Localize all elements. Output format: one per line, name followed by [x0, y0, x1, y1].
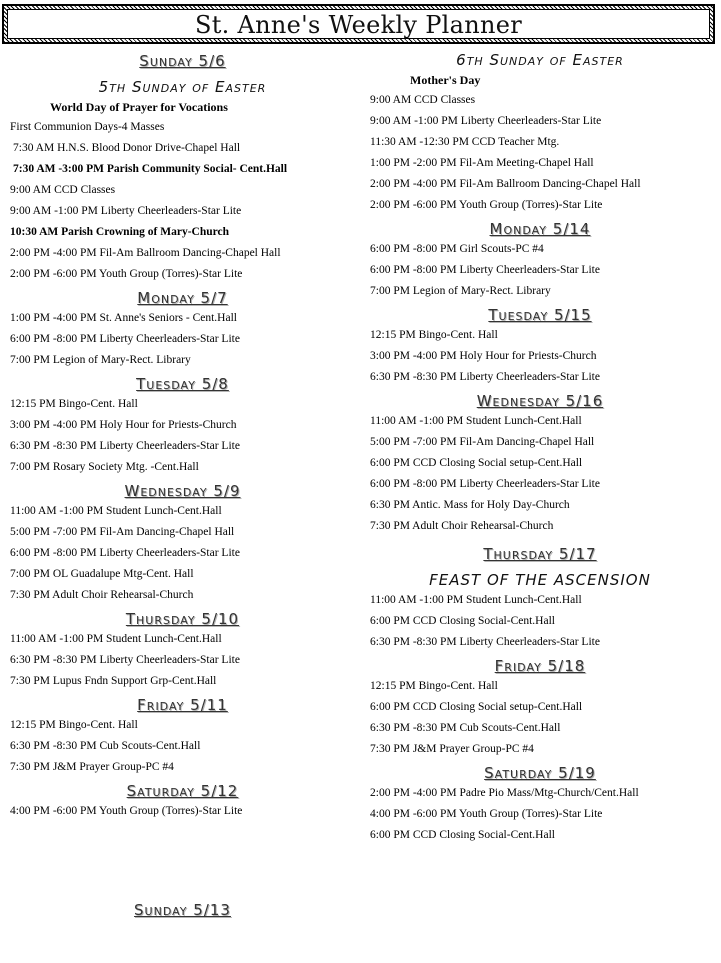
- event-item: 9:00 AM -1:00 PM Liberty Cheerleaders-Star Lite: [370, 115, 602, 127]
- event-item: 3:00 PM -4:00 PM Holy Hour for Priests-Church: [10, 419, 237, 431]
- event-item: 6:00 PM CCD Closing Social-Cent.Hall: [370, 615, 555, 627]
- wednesday-5-16-events: [370, 411, 710, 537]
- day-heading-thursday-5-17: Thursday 5/17: [483, 545, 597, 563]
- day-heading-wednesday-5-16: Wednesday 5/16: [476, 392, 604, 410]
- event-item: 12:15 PM Bingo-Cent. Hall: [370, 680, 498, 692]
- day-heading-tuesday-5-8: Tuesday 5/8: [136, 375, 229, 393]
- title-banner: [2, 4, 715, 44]
- tuesday-5-15-events: [370, 325, 710, 388]
- right-column: [370, 50, 710, 846]
- feast-6th-sunday-of-easter: 6th Sunday of Easter: [456, 51, 624, 69]
- day-heading-saturday-5-19: Saturday 5/19: [484, 764, 596, 782]
- feast-5th-sunday-of-easter: 5th Sunday of Easter: [98, 78, 267, 96]
- event-item: 12:15 PM Bingo-Cent. Hall: [370, 329, 498, 341]
- event-item: 6:00 PM CCD Closing Social-Cent.Hall: [370, 829, 555, 841]
- thursday-5-17-events: [370, 590, 710, 653]
- event-item: 1:00 PM -4:00 PM St. Anne's Seniors - Cent.Hall: [10, 312, 237, 324]
- event-item: 9:00 AM CCD Classes: [370, 94, 476, 106]
- monday-5-7-events: [10, 308, 355, 371]
- event-item: 5:00 PM -7:00 PM Fil-Am Dancing-Chapel Hall: [370, 436, 595, 448]
- feast-of-the-ascension: FEAST OF THE ASCENSION: [429, 571, 651, 589]
- thursday-5-10-events: [10, 629, 355, 692]
- event-item: 3:00 PM -4:00 PM Holy Hour for Priests-Church: [370, 350, 597, 362]
- event-item: 4:00 PM -6:00 PM Youth Group (Torres)-Star Lite: [370, 808, 603, 820]
- event-item: 6:00 PM CCD Closing Social setup-Cent.Hall: [370, 457, 583, 469]
- event-item: 12:15 PM Bingo-Cent. Hall: [10, 398, 138, 410]
- event-item: 7:30 PM Adult Choir Rehearsal-Church: [10, 589, 194, 601]
- event-item: 2:00 PM -4:00 PM Fil-Am Ballroom Dancing-Chapel Hall: [370, 178, 641, 190]
- event-item: 7:00 PM Legion of Mary-Rect. Library: [10, 354, 191, 366]
- event-item: 6:00 PM -8:00 PM Liberty Cheerleaders-Star Lite: [10, 547, 240, 559]
- day-heading-sunday-5-13: Sunday 5/13: [134, 901, 231, 919]
- day-heading-tuesday-5-15: Tuesday 5/15: [488, 306, 592, 324]
- friday-5-18-events: [370, 676, 710, 760]
- event-item: 10:30 AM Parish Crowning of Mary-Church: [10, 226, 230, 238]
- tuesday-5-8-events: [10, 394, 355, 478]
- event-item: 2:00 PM -4:00 PM Fil-Am Ballroom Dancing-Chapel Hall: [10, 247, 281, 259]
- day-heading-sunday-5-6: Sunday 5/6: [139, 52, 226, 70]
- event-item: 6:00 PM -8:00 PM Liberty Cheerleaders-Star Lite: [370, 264, 600, 276]
- event-item: 7:00 PM OL Guadalupe Mtg-Cent. Hall: [10, 568, 194, 580]
- event-item: 6:30 PM -8:30 PM Cub Scouts-Cent.Hall: [370, 722, 561, 734]
- event-item: 4:00 PM -6:00 PM Youth Group (Torres)-Star Lite: [10, 805, 243, 817]
- event-item: 6:30 PM Antic. Mass for Holy Day-Church: [370, 499, 570, 511]
- saturday-5-12-events: [10, 801, 355, 822]
- event-item: 7:30 PM Adult Choir Rehearsal-Church: [370, 520, 554, 532]
- day-heading-thursday-5-10: Thursday 5/10: [125, 610, 240, 628]
- friday-5-11-events: [10, 715, 355, 778]
- event-item: 2:00 PM -4:00 PM Padre Pio Mass/Mtg-Church/Cent.Hall: [370, 787, 639, 799]
- event-item: 7:30 AM -3:00 PM Parish Community Social- Cent.Hall: [13, 163, 288, 175]
- sunday-5-6-events: [10, 117, 355, 285]
- event-item: 6:00 PM -8:00 PM Girl Scouts-PC #4: [370, 243, 544, 255]
- event-item: 6:30 PM -8:30 PM Liberty Cheerleaders-Star Lite: [370, 636, 600, 648]
- sunday-5-13-events: [370, 90, 710, 216]
- event-item: 12:15 PM Bingo-Cent. Hall: [10, 719, 138, 731]
- event-item: 6:30 PM -8:30 PM Cub Scouts-Cent.Hall: [10, 740, 201, 752]
- sunday-5-6-subtitle: World Day of Prayer for Vocations: [50, 100, 228, 114]
- day-heading-saturday-5-12: Saturday 5/12: [126, 782, 239, 800]
- page-title: St. Anne's Weekly Planner: [194, 11, 523, 39]
- monday-5-14-events: [370, 239, 710, 302]
- event-item: 6:30 PM -8:30 PM Liberty Cheerleaders-Star Lite: [10, 654, 240, 666]
- event-item: 9:00 AM -1:00 PM Liberty Cheerleaders-Star Lite: [10, 205, 242, 217]
- event-item: 7:30 PM J&M Prayer Group-PC #4: [10, 761, 174, 773]
- event-item: 7:30 PM Lupus Fndn Support Grp-Cent.Hall: [10, 675, 217, 687]
- event-item: 2:00 PM -6:00 PM Youth Group (Torres)-Star Lite: [10, 268, 243, 280]
- day-heading-monday-5-7: Monday 5/7: [137, 289, 228, 307]
- day-heading-friday-5-11: Friday 5/11: [137, 696, 228, 714]
- event-item: 6:30 PM -8:30 PM Liberty Cheerleaders-Star Lite: [10, 440, 240, 452]
- event-item: 11:00 AM -1:00 PM Student Lunch-Cent.Hall: [370, 415, 582, 427]
- event-item: 11:00 AM -1:00 PM Student Lunch-Cent.Hall: [370, 594, 582, 606]
- day-heading-wednesday-5-9: Wednesday 5/9: [124, 482, 241, 500]
- event-item: 7:30 PM J&M Prayer Group-PC #4: [370, 743, 534, 755]
- event-item: 11:00 AM -1:00 PM Student Lunch-Cent.Hall: [10, 505, 222, 517]
- event-item: 5:00 PM -7:00 PM Fil-Am Dancing-Chapel Hall: [10, 526, 235, 538]
- left-column: [10, 50, 355, 920]
- wednesday-5-9-events: [10, 501, 355, 606]
- event-item: 7:00 PM Legion of Mary-Rect. Library: [370, 285, 551, 297]
- event-item: 7:30 AM H.N.S. Blood Donor Drive-Chapel Hall: [13, 142, 241, 154]
- event-item: 2:00 PM -6:00 PM Youth Group (Torres)-Star Lite: [370, 199, 603, 211]
- day-heading-monday-5-14: Monday 5/14: [489, 220, 591, 238]
- saturday-5-19-events: [370, 783, 710, 846]
- title-banner-inner: [7, 9, 710, 39]
- event-item: 6:00 PM -8:00 PM Liberty Cheerleaders-Star Lite: [370, 478, 600, 490]
- event-item: 11:00 AM -1:00 PM Student Lunch-Cent.Hall: [10, 633, 222, 645]
- event-item: 11:30 AM -12:30 PM CCD Teacher Mtg.: [370, 136, 560, 148]
- event-item: 1:00 PM -2:00 PM Fil-Am Meeting-Chapel Hall: [370, 157, 594, 169]
- event-item: 6:00 PM CCD Closing Social setup-Cent.Hall: [370, 701, 583, 713]
- day-heading-friday-5-18: Friday 5/18: [494, 657, 586, 675]
- event-item: 7:00 PM Rosary Society Mtg. -Cent.Hall: [10, 461, 199, 473]
- event-item: 9:00 AM CCD Classes: [10, 184, 116, 196]
- event-item: 6:00 PM -8:00 PM Liberty Cheerleaders-Star Lite: [10, 333, 240, 345]
- event-item: First Communion Days-4 Masses: [10, 121, 165, 133]
- sunday-5-13-subtitle: Mother's Day: [410, 73, 481, 87]
- event-item: 6:30 PM -8:30 PM Liberty Cheerleaders-Star Lite: [370, 371, 600, 383]
